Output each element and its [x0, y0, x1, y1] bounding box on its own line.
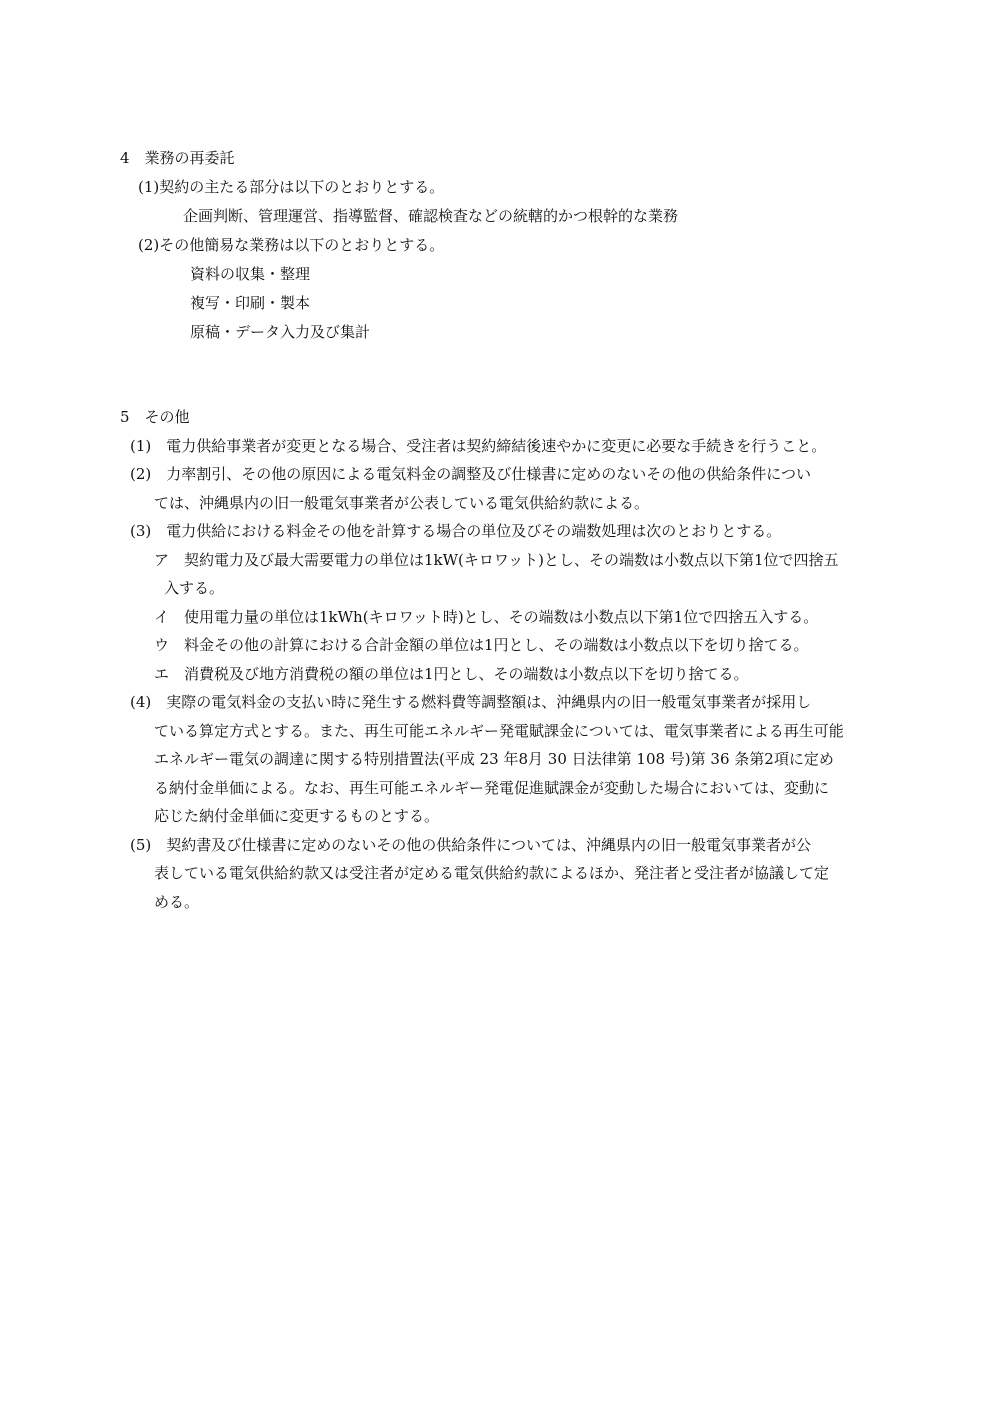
section-4-item-2-detail: 複写・印刷・製本	[190, 294, 311, 312]
section-4-item-2-label: (2)その他簡易な業務は以下のとおりとする。	[138, 236, 445, 254]
section-4-item-1-label: (1)契約の主たる部分は以下のとおりとする。	[138, 178, 445, 196]
section-5-item-2-continued: ては、沖縄県内の旧一般電気事業者が公表している電気供給約款による。	[154, 494, 650, 512]
section-4-heading: 4 業務の再委託	[120, 149, 235, 167]
section-5-item-4: (4) 実際の電気料金の支払い時に発生する燃料費等調整額は、沖縄県内の旧一般電気事業者が採用し	[130, 693, 812, 711]
section-5-item-3-sub-a: ア 契約電力及び最大需要電力の単位は1kW(キロワット)とし、その端数は小数点以下第1位で四捨五	[154, 551, 839, 569]
section-5-item-3-sub-e: エ 消費税及び地方消費税の額の単位は1円とし、その端数は小数点以下を切り捨てる。	[154, 665, 749, 683]
section-5-item-5-continued: める。	[154, 893, 200, 911]
section-5-item-4-continued: 応じた納付金単価に変更するものとする。	[154, 807, 440, 825]
section-5-item-5: (5) 契約書及び仕様書に定めのないその他の供給条件については、沖縄県内の旧一般電気事業者が公	[130, 836, 811, 854]
section-5-item-5-continued: 表している電気供給約款又は受注者が定める電気供給約款によるほか、発注者と受注者が協議して定	[154, 864, 830, 882]
section-5-item-4-continued: エネルギー電気の調達に関する特別措置法(平成 23 年8月 30 日法律第 108 号)第 36 条第2項に定め	[154, 750, 834, 768]
section-5-item-4-continued: ている算定方式とする。また、再生可能エネルギー発電賦課金については、電気事業者による再生可能	[154, 722, 844, 740]
section-4-item-2-detail: 原稿・データ入力及び集計	[190, 323, 371, 341]
section-4-item-2-detail: 資料の収集・整理	[190, 265, 311, 283]
section-5-item-1: (1) 電力供給事業者が変更となる場合、受注者は契約締結後速やかに変更に必要な手続きを行うこと。	[130, 437, 827, 455]
section-5-item-3-sub-a-continued: 入する。	[164, 579, 225, 597]
section-5-heading: 5 その他	[120, 408, 190, 426]
section-5-item-3: (3) 電力供給における料金その他を計算する場合の単位及びその端数処理は次のとおりとする。	[130, 522, 782, 540]
section-5-item-4-continued: る納付金単価による。なお、再生可能エネルギー発電促進賦課金が変動した場合においては、変動に	[154, 779, 830, 797]
section-4-item-1-detail: 企画判断、管理運営、指導監督、確認検査などの統轄的かつ根幹的な業務	[183, 207, 679, 225]
section-5-item-2: (2) 力率割引、その他の原因による電気料金の調整及び仕様書に定めのないその他の供給条件につい	[130, 465, 811, 483]
section-5-item-3-sub-u: ウ 料金その他の計算における合計金額の単位は1円とし、その端数は小数点以下を切り捨てる。	[154, 636, 809, 654]
section-5-item-3-sub-i: イ 使用電力量の単位は1kWh(キロワット時)とし、その端数は小数点以下第1位で四捨五入する。	[154, 608, 819, 626]
